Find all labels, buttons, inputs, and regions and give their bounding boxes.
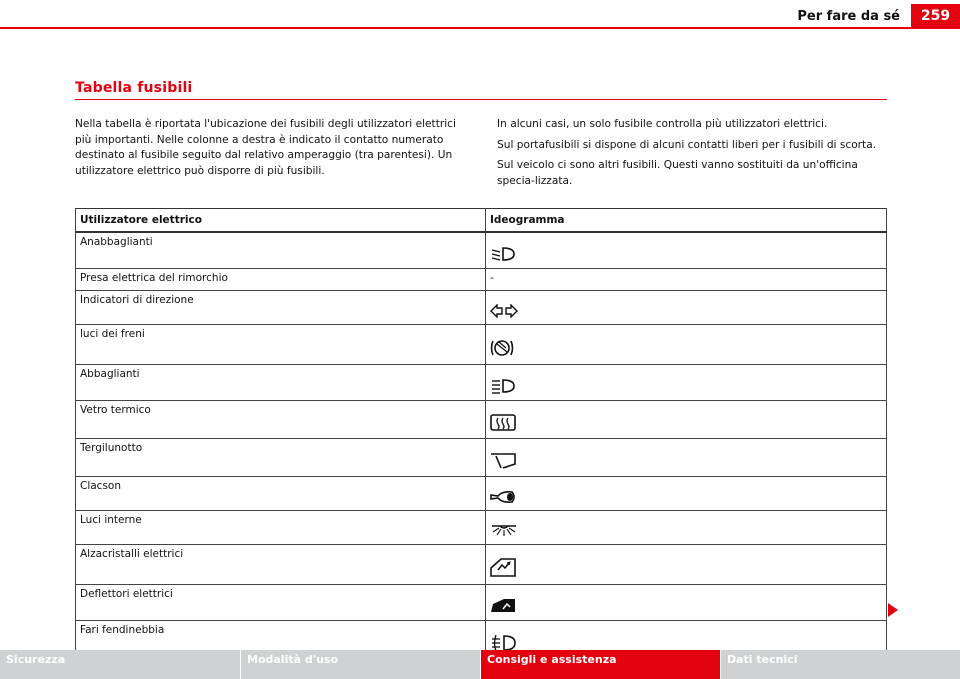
table-row	[76, 477, 887, 511]
table-row	[76, 585, 887, 621]
intro-paragraph: Nella tabella è riportata l'ubicazione dei fusibili degli utilizzatori elettrici più importanti. Nelle colonne a destra è indicato il contatto numerato destinato al fusibile seguito dal relativo amperaggio (tra parentesi). Un utilizzatore elettrico può disporre di più fusibili.	[75, 118, 456, 177]
table-row	[76, 269, 887, 291]
header-rule	[0, 27, 911, 29]
intro-text	[75, 117, 470, 184]
ideogram-cell	[486, 325, 887, 365]
power-vent-icon	[490, 598, 516, 617]
interior-light-icon	[490, 524, 518, 541]
consumer-cell: Presa elettrica del rimorchio	[76, 269, 486, 291]
next-page-arrow-icon[interactable]	[888, 603, 898, 617]
note-paragraph: Sul veicolo ci sono altri fusibili. Questi vanno sostituiti da un'officina specia-lizzata.	[497, 159, 858, 187]
notes-text	[497, 117, 889, 194]
fuse-table	[75, 208, 887, 659]
rear-defrost-icon	[490, 414, 516, 435]
rear-wiper-icon	[490, 452, 516, 473]
consumer-cell: Alzacristalli elettrici	[76, 545, 486, 585]
note-paragraph: Sul portafusibili si dispone di alcuni contatti liberi per i fusibili di scorta.	[497, 138, 877, 151]
page-number: 259	[911, 4, 960, 29]
low-beam-icon	[490, 246, 516, 265]
table-row	[76, 291, 887, 325]
high-beam-icon	[490, 378, 516, 397]
ideogram-cell: -	[486, 269, 887, 291]
tab-modalita-uso[interactable]: Modalità d'uso	[240, 650, 480, 679]
section-title: Per fare da sé	[797, 9, 900, 24]
turn-signal-icon	[490, 304, 518, 321]
table-row	[76, 439, 887, 477]
table-row	[76, 365, 887, 401]
ideogram-cell	[486, 232, 887, 269]
horn-icon	[490, 490, 516, 507]
consumer-cell: luci dei freni	[76, 325, 486, 365]
power-window-icon	[490, 558, 516, 581]
footer-nav	[0, 650, 960, 679]
ideogram-cell	[486, 401, 887, 439]
consumer-cell: Vetro termico	[76, 401, 486, 439]
tab-consigli-assistenza[interactable]: Consigli e assistenza	[480, 650, 720, 679]
brake-light-icon	[490, 338, 514, 361]
table-row	[76, 511, 887, 545]
ideogram-cell	[486, 439, 887, 477]
column-header: Utilizzatore elettrico	[76, 209, 486, 233]
title-rule	[75, 99, 887, 100]
table-row	[76, 545, 887, 585]
tab-dati-tecnici[interactable]: Dati tecnici	[720, 650, 960, 679]
ideogram-cell	[486, 511, 887, 545]
consumer-cell: Deflettori elettrici	[76, 585, 486, 621]
table-header-row	[76, 209, 887, 233]
table-row	[76, 232, 887, 269]
table-row	[76, 401, 887, 439]
ideogram-cell	[486, 291, 887, 325]
consumer-cell: Tergilunotto	[76, 439, 486, 477]
consumer-cell: Luci interne	[76, 511, 486, 545]
table-row	[76, 325, 887, 365]
ideogram-cell	[486, 477, 887, 511]
note-paragraph: In alcuni casi, un solo fusibile controlla più utilizzatori elettrici.	[497, 118, 828, 130]
ideogram-cell	[486, 365, 887, 401]
consumer-cell: Fari fendinebbia	[76, 621, 486, 659]
consumer-cell: Clacson	[76, 477, 486, 511]
ideogram-cell	[486, 545, 887, 585]
consumer-cell: Abbaglianti	[76, 365, 486, 401]
consumer-cell: Anabbaglianti	[76, 232, 486, 269]
column-header: Ideogramma	[486, 209, 887, 233]
consumer-cell: Indicatori di direzione	[76, 291, 486, 325]
ideogram-cell	[486, 585, 887, 621]
tab-sicurezza[interactable]: Sicurezza	[0, 650, 240, 679]
page-title: Tabella fusibili	[75, 80, 193, 96]
